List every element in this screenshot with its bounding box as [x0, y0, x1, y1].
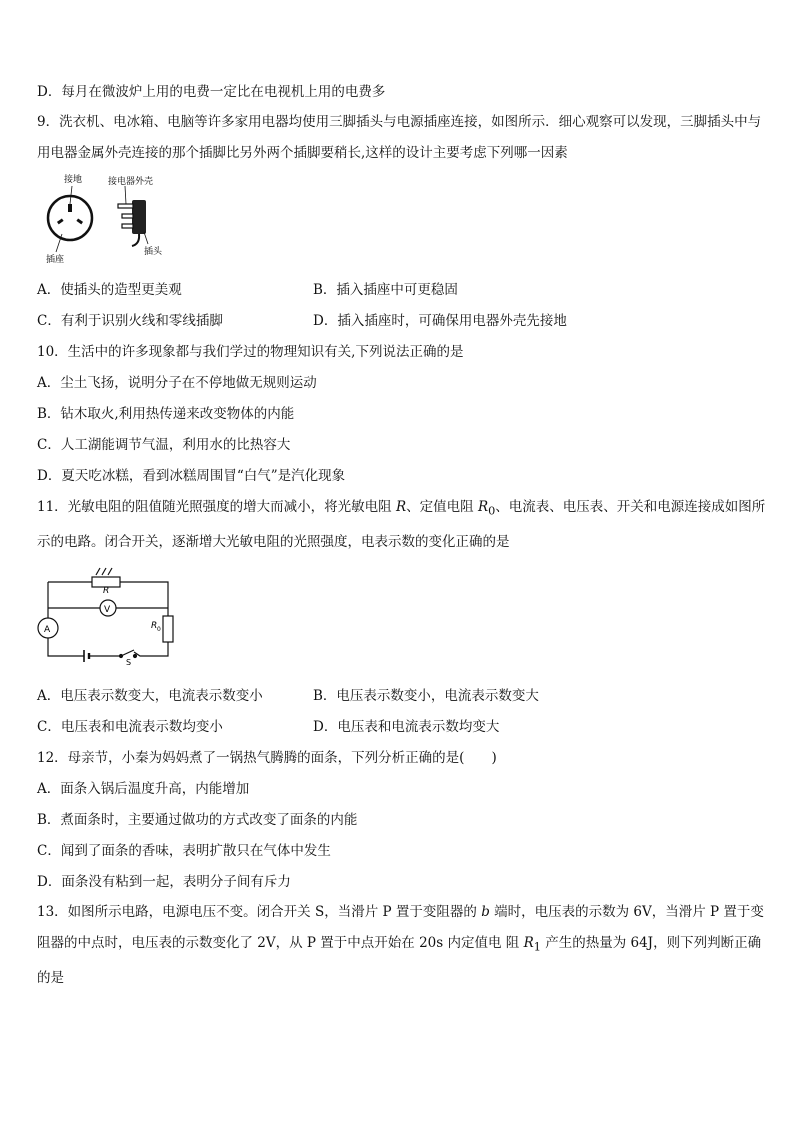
q11-option-c: C．电压表和电流表示数均变小: [37, 719, 223, 735]
label-socket: 插座: [46, 255, 65, 265]
label-a: A: [44, 625, 51, 635]
q10-option-b: B．钻木取火,利用热传递来改变物体的内能: [37, 406, 295, 422]
q11-option-b: B．电压表示数变小，电流表示数变大: [313, 688, 539, 704]
q12-stem: 12．母亲节，小秦为妈妈煮了一锅热气腾腾的面条，下列分析正确的是( ): [37, 750, 497, 766]
q9-stem: 9．洗衣机、电冰箱、电脑等许多家用电器均使用三脚插头与电源插座连接，如图所示．细心观察可以发现，三脚插头中与用电器金属外壳连接的那个插脚比另外两个插脚要稍长,这样的设计主要考虑下列哪一因素: [37, 114, 762, 161]
q11-circuit-diagram: [34, 566, 182, 666]
socket-neutral-hole: [76, 218, 83, 224]
label-r0: R: [151, 621, 158, 631]
plug-cable: [132, 234, 139, 246]
q10-option-c: C．人工湖能调节气温，利用水的比热容大: [37, 437, 291, 453]
label-v: V: [104, 605, 111, 615]
plug-pin-1: [122, 214, 133, 218]
q9-option-a: A．使插头的造型更美观: [37, 282, 182, 298]
three-pin-plug-diagram: [40, 168, 180, 266]
q13-symbol-r1: R: [523, 935, 534, 951]
fixed-resistor-r0: [163, 616, 173, 642]
q11-symbol-r: R: [395, 499, 407, 515]
socket-live-hole: [57, 218, 64, 224]
q11-stem: 11．光敏电阻的阻值随光照强度的增大而减小，将光敏电阻 R、定值电阻 $R_0$、电流表、电压表、开关和电源连接成如图所示的电路。闭合开关，逐渐增大光敏电阻的光照强度，电表示数的变化正确的是: [37, 499, 766, 550]
q9-figure: [40, 168, 180, 270]
q12-option-a: A．面条入锅后温度升高，内能增加: [37, 781, 250, 797]
bottom-wire: [48, 638, 168, 656]
q11-symbol-r0: R: [477, 499, 489, 515]
q13-symbol-b: b: [481, 904, 490, 920]
q11-option-d: D．电压表和电流表示数均变大: [313, 719, 500, 735]
switch-blade: [121, 650, 134, 656]
light-arrow-2: [102, 568, 106, 575]
q10-option-a: A．尘土飞扬，说明分子在不停地做无规则运动: [37, 375, 317, 391]
q9-option-b: B．插入插座中可更稳固: [313, 282, 458, 298]
q13-stem: 13．如图所示电路，电源电压不变。闭合开关 S，当滑片 P 置于变阻器的 b 端时，电压表的示数为 6V，当滑片 P 置于变阻器的中点时，电压表的示数变化了 2V，从 P 置于中点开始在 20s 内定值电 阻 $R_1$ 产生的热量为 64J，则下列判断正确的是: [37, 904, 764, 986]
q9-option-d: D．插入插座时，可确保用电器外壳先接地: [313, 313, 567, 329]
label-plug: 插头: [144, 247, 163, 257]
switch-contact-2: [134, 655, 137, 658]
label-r0-sub: 0: [157, 626, 161, 633]
plug-pin-2: [122, 224, 133, 228]
light-arrow-3: [108, 568, 112, 575]
q11-figure: [34, 566, 182, 670]
q10-option-d: D．夏天吃冰糕，看到冰糕周围冒“白气”是汽化现象: [37, 468, 346, 484]
label-shell: 接电器外壳: [108, 177, 154, 187]
plug-earth-pin: [118, 204, 133, 208]
q12-option-c: C．闻到了面条的香味，表明扩散只在气体中发生: [37, 843, 331, 859]
q12-option-b: B．煮面条时，主要通过做功的方式改变了面条的内能: [37, 812, 358, 828]
label-s: S: [126, 658, 132, 666]
q12-option-d: D．面条没有粘到一起，表明分子间有斥力: [37, 874, 291, 890]
label-ground: 接地: [64, 175, 83, 185]
plug-leader-line: [144, 232, 148, 244]
q11-option-a: A．电压表示数变大，电流表示数变小: [37, 688, 263, 704]
q10-stem: 10．生活中的许多现象都与我们学过的物理知识有关,下列说法正确的是: [37, 344, 464, 360]
plug-body: [132, 200, 146, 234]
light-arrow-1: [96, 568, 100, 575]
socket-earth-hole: [68, 204, 72, 212]
label-r: R: [103, 586, 110, 596]
shell-leader-line: [125, 186, 126, 204]
q9-option-c: C．有利于识别火线和零线插脚: [37, 313, 223, 329]
q8-option-d: D．每月在微波炉上用的电费一定比在电视机上用的电费多: [37, 84, 386, 100]
